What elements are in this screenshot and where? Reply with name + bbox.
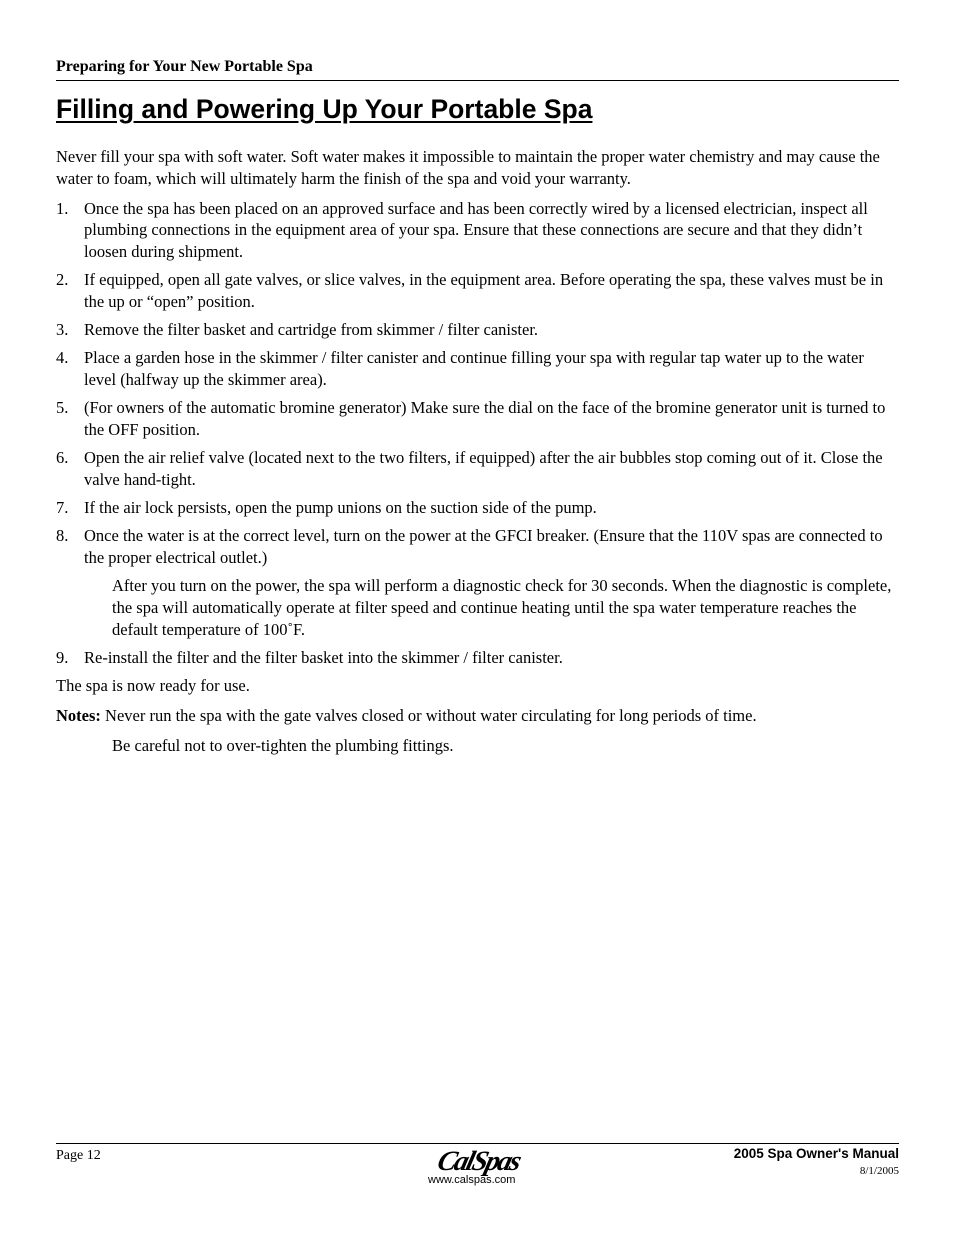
footer-date: 8/1/2005 — [859, 1165, 899, 1177]
step-text: Place a garden hose in the skimmer / filter canister and continue filling your spa with regular tap water up to the water level (halfway up the skimmer area). — [84, 348, 864, 390]
page-title: Filling and Powering Up Your Portable Spa — [56, 94, 593, 124]
note-2: Be careful not to over-tighten the plumbing fittings. — [112, 736, 454, 756]
step-number: 5. — [56, 398, 69, 418]
ready-statement: The spa is now ready for use. — [56, 675, 250, 695]
running-header: Preparing for Your New Portable Spa — [56, 58, 313, 75]
intro-paragraph: Never fill your spa with soft water. Soft water makes it impossible to maintain the proper water chemistry and may cause the water to foam, which will ultimately harm the finish of the spa and void your warranty. — [56, 147, 880, 188]
step-number: 7. — [56, 497, 69, 517]
manual-title: 2005 Spa Owner's Manual — [733, 1146, 899, 1161]
step-number: 9. — [56, 647, 69, 667]
list-item — [56, 647, 899, 669]
list-item — [56, 347, 899, 391]
steps-list-continued — [56, 647, 899, 669]
step-text: (For owners of the automatic bromine generator) Make sure the dial on the face of the bromine generator unit is turned to the OFF position. — [84, 398, 886, 439]
step-text: Re-install the filter and the filter basket into the skimmer / filter canister. — [84, 647, 563, 667]
page-number: Page 12 — [56, 1148, 101, 1163]
step-text: Remove the filter basket and cartridge from skimmer / filter canister. — [84, 320, 539, 340]
list-item — [56, 269, 899, 313]
list-item — [56, 525, 899, 569]
step-text: If equipped, open all gate valves, or slice valves, in the equipment area. Before operating the spa, these valves must be in the up or “open” position. — [84, 270, 884, 312]
step-number: 1. — [56, 198, 69, 218]
body-content — [56, 146, 899, 757]
header-divider — [56, 80, 899, 81]
step-text: Open the air relief valve (located next to the two filters, if equipped) after the air bubbles stop coming out of it. Close the valve hand-tight. — [84, 448, 883, 489]
step-8-detail: After you turn on the power, the spa will perform a diagnostic check for 30 seconds. When the diagnostic is complete, the spa will automatically operate at filter speed and continue heating until the spa water temperature reaches the default temperature of 100˚F. — [112, 575, 892, 639]
list-item — [56, 497, 899, 519]
notes-paragraph — [56, 705, 899, 727]
step-number: 4. — [56, 348, 69, 368]
notes-label: Notes: — [56, 706, 101, 726]
logo-wordmark: CalSpas — [434, 1146, 523, 1177]
logo-url: www.calspas.com — [428, 1174, 516, 1186]
step-number: 2. — [56, 270, 69, 290]
steps-list — [56, 198, 899, 569]
step-text: If the air lock persists, open the pump unions on the suction side of the pump. — [84, 497, 597, 517]
list-item — [56, 447, 899, 491]
list-item — [56, 198, 899, 263]
calspas-logo — [428, 1148, 538, 1192]
note-1: Never run the spa with the gate valves closed or without water circulating for long periods of time. — [100, 706, 757, 726]
step-text: Once the water is at the correct level, turn on the power at the GFCI breaker. (Ensure that the 110V spas are connected to the proper electrical outlet.) — [84, 526, 883, 567]
step-text: Once the spa has been placed on an approved surface and has been correctly wired by a licensed electrician, inspect all plumbing connections in the equipment area of your spa. Ensure that these connections are secure and that they didn’t loosen during shipment. — [84, 198, 868, 262]
list-item — [56, 319, 899, 341]
footer-divider — [56, 1143, 899, 1144]
step-number: 8. — [56, 526, 69, 546]
step-number: 3. — [56, 320, 69, 340]
step-number: 6. — [56, 448, 69, 468]
list-item — [56, 397, 899, 441]
